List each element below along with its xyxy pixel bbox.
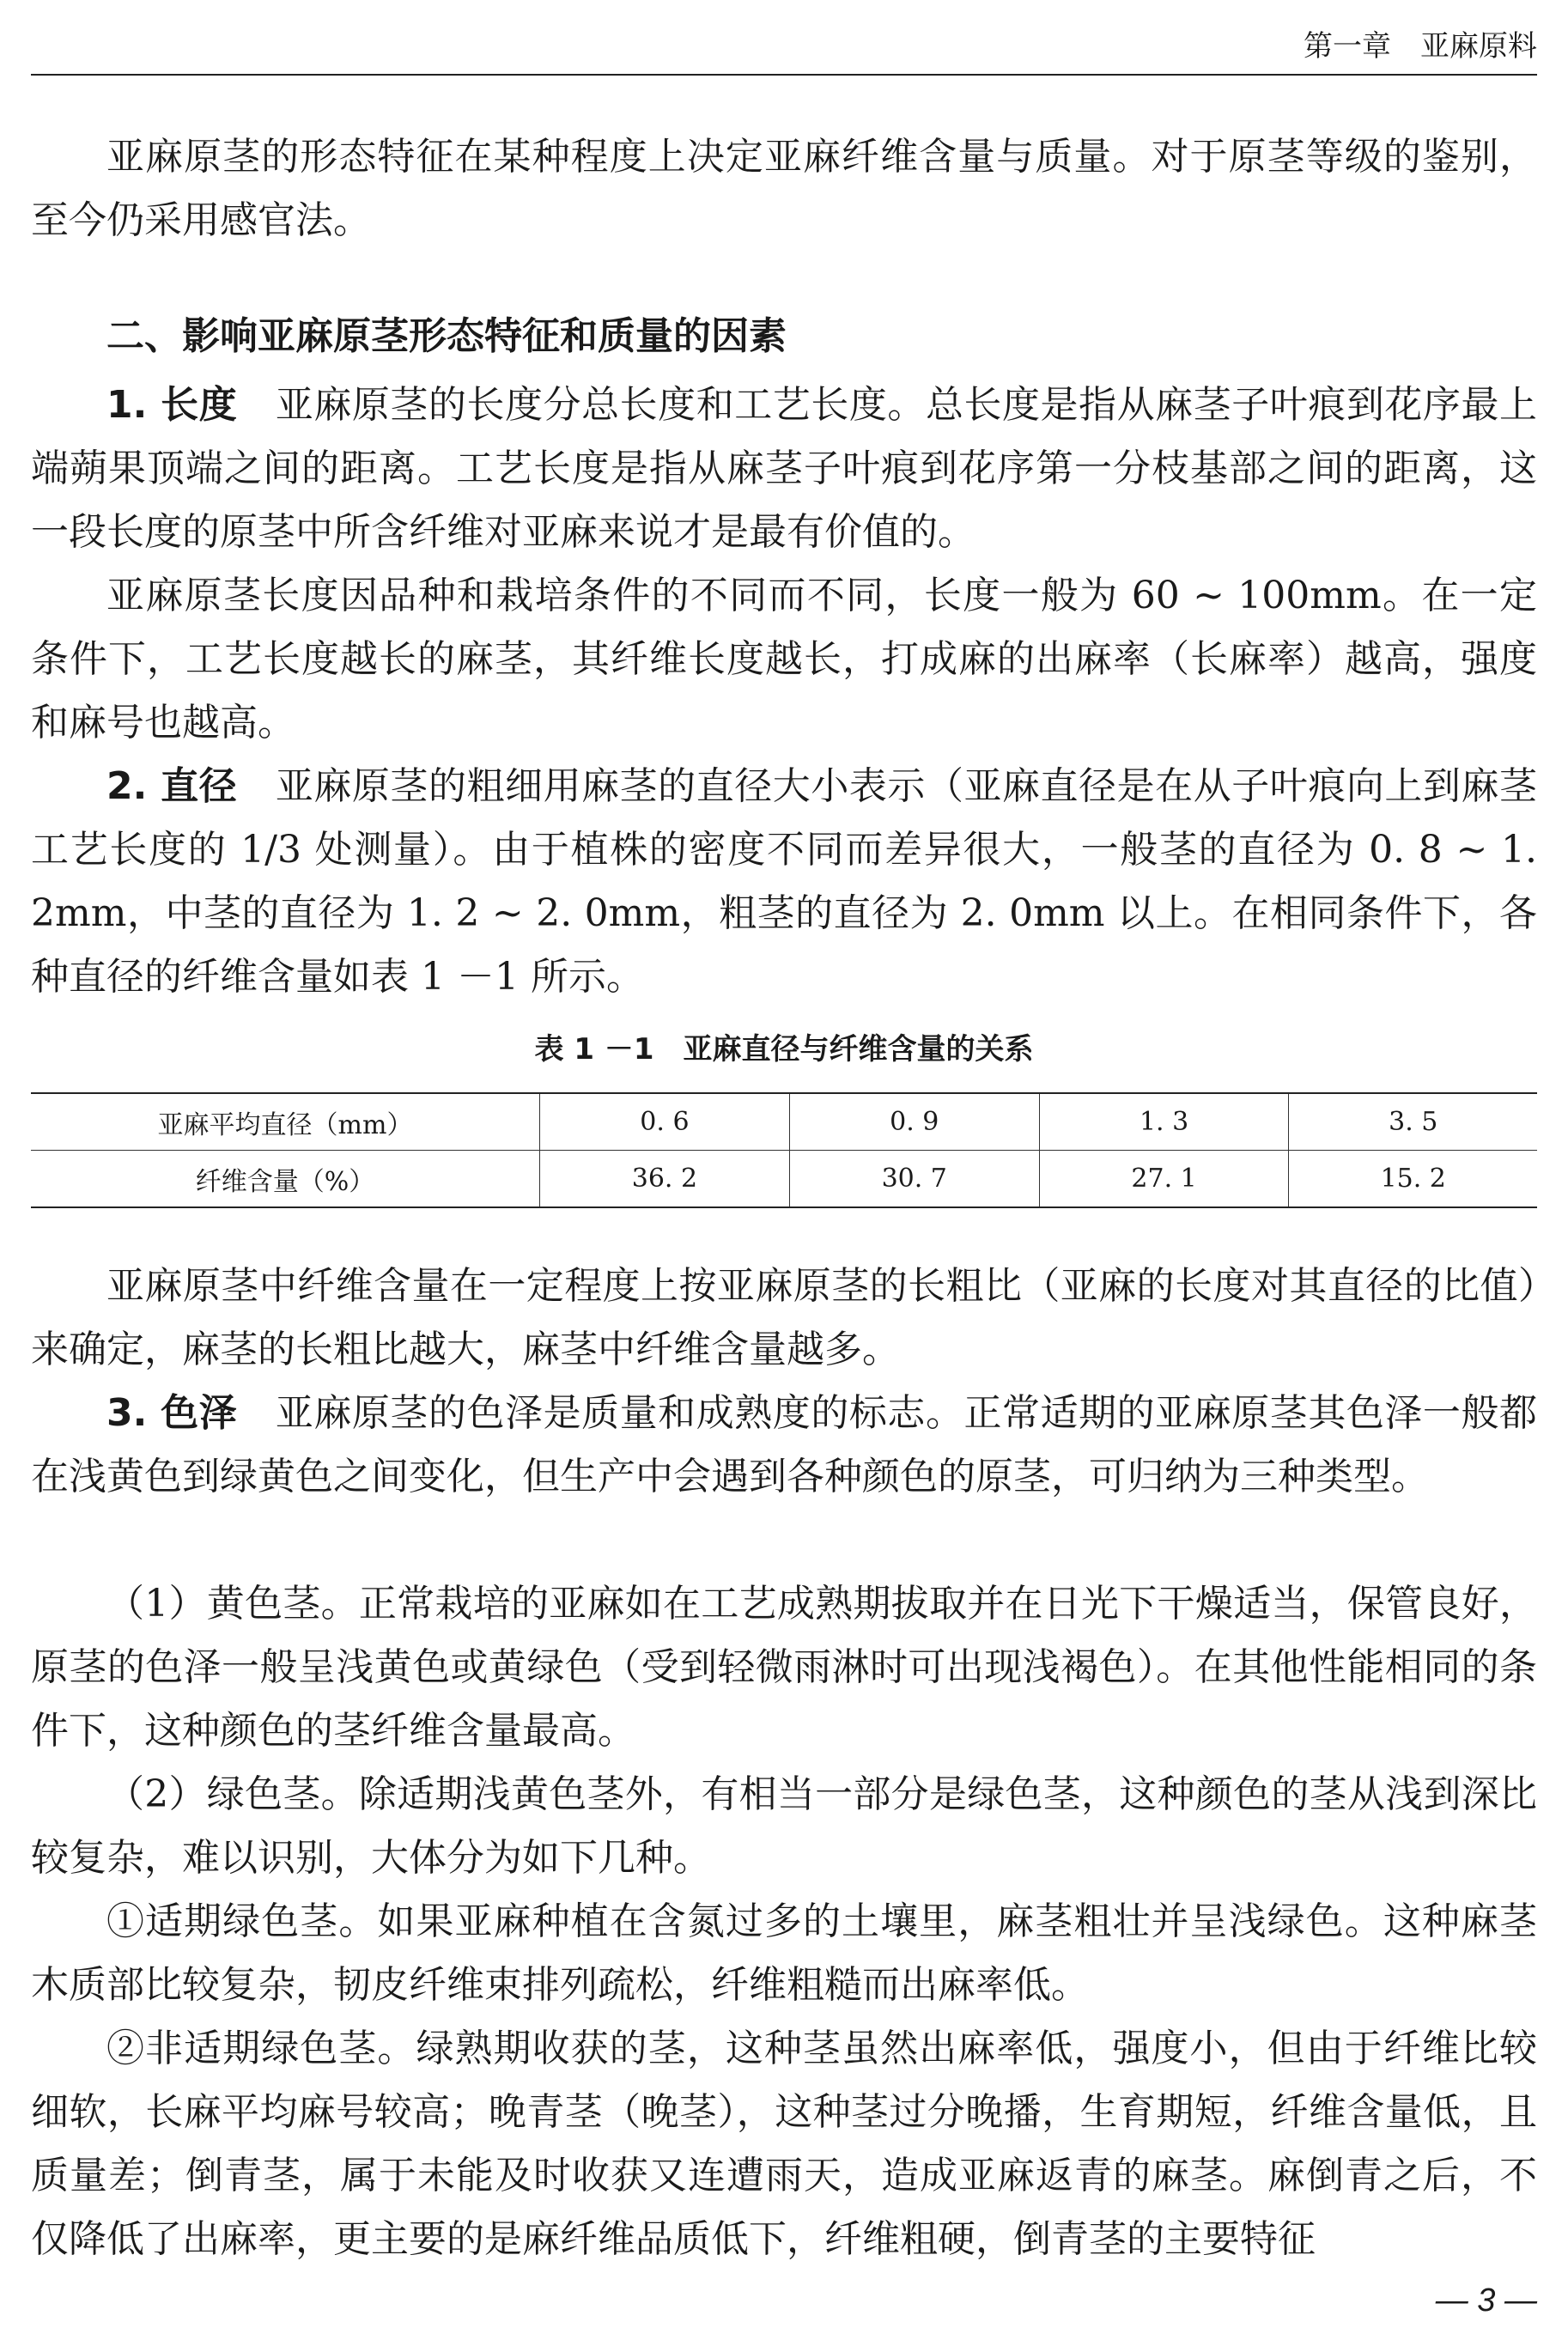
paragraph-diameter [31, 755, 1537, 1009]
item-text-diameter: 亚麻原茎的粗细用麻茎的直径大小表示（亚麻直径是在从子叶痕向上到麻茎工艺长度的 1/3 处测量）。由于植株的密度不同而差异很大，一般茎的直径为 0. 8 ~ 1. 2mm，中茎的直径为 1. 2 ~ 2. 0mm，粗茎的直径为 2. 0mm 以上。在相同条件下，各种直径的纤维含量如表 1 －1 所示。 [31, 764, 1538, 999]
diameter-fiber-table [31, 1092, 1537, 1208]
paragraph-length [31, 374, 1537, 564]
page-number: — 3 — [1435, 2282, 1537, 2319]
table-cell: 30. 7 [789, 1151, 1039, 1208]
paragraph-green-stem: （2）绿色茎。除适期浅黄色茎外，有相当一部分是绿色茎，这种颜色的茎从浅到深比较复杂，难以识别，大体分为如下几种。 [31, 1772, 1537, 1880]
running-header [31, 29, 1537, 76]
paragraph-color [31, 1382, 1537, 1509]
table-row-header: 纤维含量（%） [31, 1151, 540, 1208]
table-row-header: 亚麻平均直径（mm） [31, 1093, 540, 1151]
table-caption: 表 1 －1 亚麻直径与纤维含量的关系 [534, 1032, 1034, 1067]
paragraph-green-stem-2: ②非适期绿色茎。绿熟期收获的茎，这种茎虽然出麻率低，强度小，但由于纤维比较细软，长麻平均麻号较高；晚青茎（晚茎），这种茎过分晚播，生育期短，纤维含量低，且质量差；倒青茎，属于未能及时收获又连遭雨天，造成亚麻返青的麻茎。麻倒青之后，不仅降低了出麻率，更主要的是麻纤维品质低下，纤维粗硬，倒青茎的主要特征 [31, 2027, 1537, 2261]
table-cell: 27. 1 [1039, 1151, 1289, 1208]
table-cell: 15. 2 [1289, 1151, 1537, 1208]
item-text-color: 亚麻原茎的色泽是质量和成熟度的标志。正常适期的亚麻原茎其色泽一般都在浅黄色到绿黄色之间变化，但生产中会遇到各种颜色的原茎，可归纳为三种类型。 [31, 1391, 1538, 1498]
section-heading: 二、影响亚麻原茎形态特征和质量的因素 [106, 314, 787, 358]
paragraph-ratio: 亚麻原茎中纤维含量在一定程度上按亚麻原茎的长粗比（亚麻的长度对其直径的比值）来确定，麻茎的长粗比越大，麻茎中纤维含量越多。 [31, 1264, 1537, 1371]
paragraph-length-detail: 亚麻原茎长度因品种和栽培条件的不同而不同，长度一般为 60 ~ 100mm。在一定条件下，工艺长度越长的麻茎，其纤维长度越长，打成麻的出麻率（长麻率）越高，强度和麻号也越高。 [31, 574, 1537, 745]
paragraph-green-stem-1: ①适期绿色茎。如果亚麻种植在含氮过多的土壤里，麻茎粗壮并呈浅绿色。这种麻茎木质部比较复杂，韧皮纤维束排列疏松，纤维粗糙而出麻率低。 [31, 1899, 1537, 2007]
table-row [31, 1151, 1537, 1208]
item-label-length: 1. 长度 [106, 383, 238, 427]
paragraph-yellow-stem: （1）黄色茎。正常栽培的亚麻如在工艺成熟期拔取并在日光下干燥适当，保管良好，原茎的色泽一般呈浅黄色或黄绿色（受到轻微雨淋时可出现浅褐色）。在其他性能相同的条件下，这种颜色的茎纤维含量最高。 [31, 1582, 1537, 1753]
table-cell: 3. 5 [1289, 1093, 1537, 1151]
item-label-color: 3. 色泽 [106, 1391, 238, 1435]
chapter-title: 第一章 亚麻原料 [1304, 29, 1537, 64]
item-text-length: 亚麻原茎的长度分总长度和工艺长度。总长度是指从麻茎子叶痕到花序最上端蒴果顶端之间的距离。工艺长度是指从麻茎子叶痕到花序第一分枝基部之间的距离，这一段长度的原茎中所含纤维对亚麻来说才是最有价值的。 [31, 383, 1538, 554]
table-cell: 0. 6 [540, 1093, 790, 1151]
item-label-diameter: 2. 直径 [106, 764, 238, 808]
table-cell: 0. 9 [789, 1093, 1039, 1151]
table-cell: 1. 3 [1039, 1093, 1289, 1151]
table-cell: 36. 2 [540, 1151, 790, 1208]
table-row [31, 1093, 1537, 1151]
paragraph-intro: 亚麻原茎的形态特征在某种程度上决定亚麻纤维含量与质量。对于原茎等级的鉴别，至今仍采用感官法。 [31, 135, 1537, 242]
